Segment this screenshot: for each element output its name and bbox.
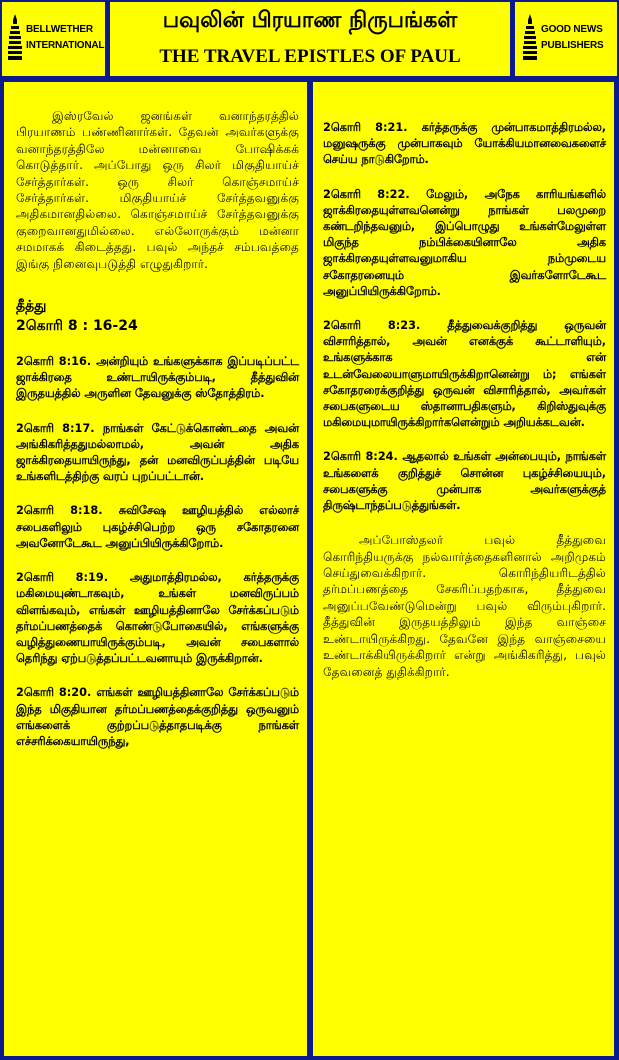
verse-8-19: 2கொரி 8:19. அதுமாத்திரமல்ல, கர்த்தருக்கு மகிமையுண்டாகவும், உங்கள் மனவிருப்பம் விளங்கவும், எங்கள் ஊழியத்தினாலே சேர்க்கப்படும் தர்மப்பணத்தைக் கொண்டுபோகையில், எங்களுக்கு வழித்துணையாயிருக்கும்படி, அவன் சபைகளால் தெரிந்து ஏற்படுத்தப்பட்டவனாயும் இருக்கிறான்.: [16, 571, 299, 666]
page-header: [2, 2, 617, 76]
verse-8-24: 2கொரி 8:24. ஆதலால் உங்கள் அன்பையும், நாங்கள் உங்களைக் குறித்துச் சொன்ன புகழ்ச்சியையும், சபைகளுக்கு முன்பாக அவர்களுக்குத் திருஷ்டாந்தப்படுத்துங்கள்.: [323, 450, 606, 513]
book-stack-icon: [8, 14, 22, 62]
title-tamil: பவுலின் பிரயாண நிருபங்கள்: [162, 8, 458, 33]
title-english: THE TRAVEL EPISTLES OF PAUL: [159, 46, 461, 67]
publisher-right-line1: GOOD NEWS: [541, 24, 603, 35]
scripture-reference: [16, 296, 299, 336]
verse-8-21: 2கொரி 8:21. கர்த்தருக்கு முன்பாகமாத்திரமல்ல, மனுஷருக்கு முன்பாகவும் யோக்கியமானவைகளைச் செய்ய நாடுகிறோம்.: [323, 121, 606, 167]
publisher-logo-left: [2, 2, 105, 76]
verse-8-22: 2கொரி 8:22. மேலும், அநேக காரியங்களில் ஜாக்கிரதையுள்ளவனென்று நாங்கள் பலமுறை கண்டறிந்தவனும், இப்பொழுது உங்கள்மேலுள்ள மிகுந்த நம்பிக்கையினாலே அதிக ஜாக்கிரதையுள்ளவனுமாகிய நம்முடைய சகோதரனையும் இவர்களோடேகூட அனுப்பியிருக்கிறோம்.: [323, 187, 606, 298]
reference-passage: 2கொரி 8 : 16-24: [16, 318, 138, 335]
verse-8-16: 2கொரி 8:16. அன்றியும் உங்களுக்காக இப்படிப்பட்ட ஜாக்கிரதை உண்டாயிருக்கும்படி, தீத்துவின் இருதயத்தில் அருளின தேவனுக்கு ஸ்தோத்திரம்.: [16, 355, 299, 401]
intro-paragraph: இஸ்ரவேல் ஜனங்கள் வனாந்தரத்தில் பிரயாணம் பண்ணினார்கள். தேவன் அவர்களுக்கு வனாந்தரத்திலே மன்னாவை போஷிக்கக் கொடுத்தார். அப்போது ஒரு சிலர் மிகுதியாய்ச் சேர்த்தார்கள். ஒரு சிலர் கொஞ்சமாய்ச் சேர்த்தார்கள். மிகுதியாய்ச் சேர்த்தவனுக்கு அதிகமானதில்லை. கொஞ்சமாய்ச் சேர்த்தவனுக்கு குறைவானதுமில்லை. எல்லோருக்கும் மன்னா சமமாகக் கிடைத்தது. பவுல் அந்தச் சம்பவத்தை இங்கு நினைவுபடுத்தி எழுதுகிறார்.: [16, 109, 299, 271]
publisher-left-line1: BELLWETHER: [26, 24, 93, 35]
right-column: [313, 82, 614, 1056]
left-column: [4, 82, 307, 1056]
verse-8-18: 2கொரி 8:18. சுவிசேஷ ஊழியத்தில் எல்லாச் சபைகளிலும் புகழ்ச்சிபெற்ற ஒரு சகோதரனை அவனோடேகூட அனுப்பியிருக்கிறோம்.: [16, 504, 299, 550]
publisher-left-line2: INTERNATIONAL: [26, 40, 105, 51]
book-stack-icon: [523, 14, 537, 62]
verse-8-17: 2கொரி 8:17. நாங்கள் கேட்டுக்கொண்டதை அவன் அங்கிகரித்ததுமல்லாமல், அவன் அதிக ஜாக்கிரதையாயிருந்து, தன் மனவிருப்பத்தின் படியே உங்களிடத்திற்கு வரப் புறப்பட்டான்.: [16, 421, 299, 484]
reference-book: தீத்து: [16, 298, 47, 315]
publisher-right-line2: PUBLISHERS: [541, 40, 604, 51]
verse-8-20: 2கொரி 8:20. எங்கள் ஊழியத்தினாலே சேர்க்கப்படும் இந்த மிகுதியான தர்மப்பணத்தைக்குறித்து ஒருவனும் எங்களைக் குற்றப்படுத்தாதபடிக்கு நாங்கள் எச்சரிக்கையாயிருந்து,: [16, 686, 299, 748]
publisher-logo-right: [515, 2, 617, 76]
title-box: [110, 2, 510, 76]
verse-8-23: 2கொரி 8:23. தீத்துவைக்குறித்து ஒருவன் விசாரித்தால், அவன் எனக்குக் கூட்டாளியும், உங்களுக்காக என் உடன்வேலையாளுமாயிருக்கிறானென்று ம்; எங்கள் சகோதரரைக்குறித்து ஒருவன் விசாரித்தால், அவர்கள் சபைகளுடைய ஸ்தானாபதிகளும், கிறிஸ்துவுக்கு மகிமையுமாயிருக்கிறார்களென்றும் அறியக்கடவன்.: [323, 319, 606, 430]
closing-paragraph: அப்போஸ்தலர் பவுல் தீத்துவை கொரிந்தியருக்கு நல்வார்த்தைகளினால் அறிமுகம் செய்துவைக்கிறார். கொரிந்தியரிடத்தில் தர்மப்பணத்தை சேகரிப்பதற்காக, தீத்துவை அனுப்பவேண்டுமென்று பவுல் விரும்புகிறார். தீத்துவின் இருதயத்திலும் இந்த வாஞ்சை உண்டாயிருக்கிறது. தேவனே இந்த வாஞ்சையை உண்டாக்கியிருக்கிறார் என்று அங்கிகரித்து, பவுல் தேவனைத் துதிக்கிறார்.: [323, 533, 606, 679]
